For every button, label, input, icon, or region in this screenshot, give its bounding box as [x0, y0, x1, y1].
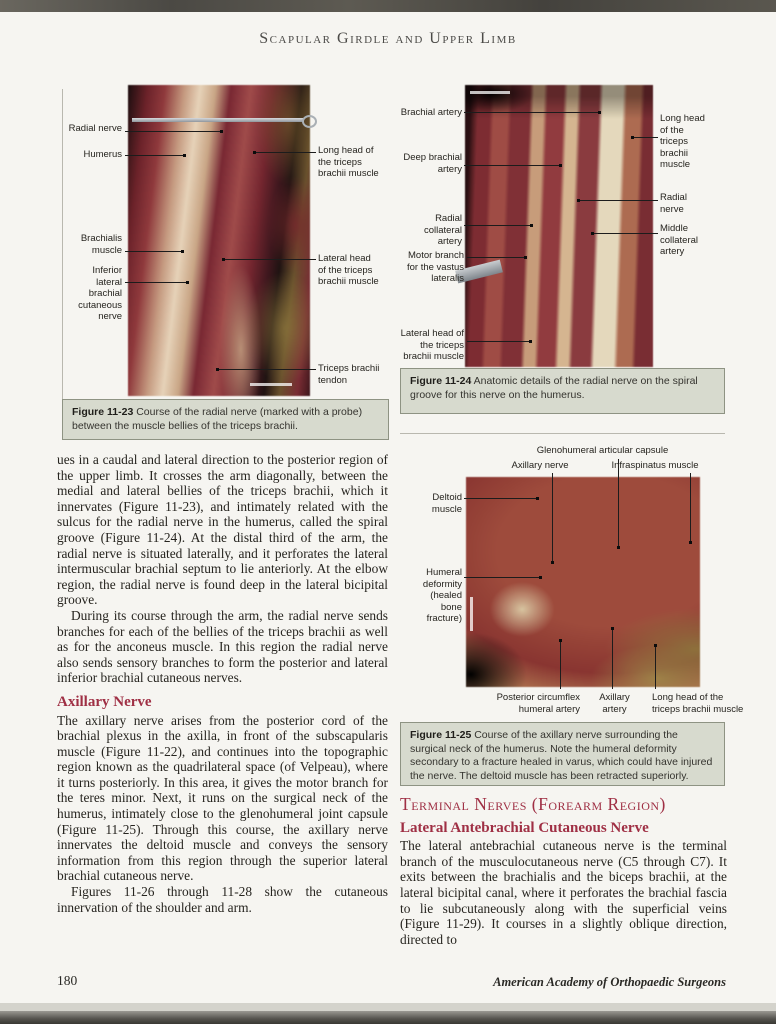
- right-text-column: [400, 794, 727, 947]
- label-humerus: Humerus: [83, 149, 122, 160]
- leader-line: [464, 577, 541, 578]
- leader-line: [618, 459, 619, 548]
- body-paragraph: ues in a caudal and lateral direction to the posterior region of the upper limb. It crosses the arm diagonally, between the medial and lateral bellies of the triceps brachii, which it innervates (Figure 11-23), and intimately related with the sulcus for the radial nerve in the humerus, called the spiral groove (Figure 11-24). At the distal third of the arm, the radial nerve is situated laterally, and it perforates the lateral intermuscular brachial septum to lie anteriorly. At the elbow region, the radial nerve is found deep in the lateral bicipital groove.: [57, 452, 388, 608]
- label-inferior-lateral-brachial-cutaneous-nerve: Inferior lateral brachial cutaneous nerve: [78, 265, 122, 322]
- left-text-column: [57, 452, 388, 915]
- figure-11-25-caption: [400, 722, 725, 786]
- page-number: 180: [57, 973, 78, 988]
- page-header: Scapular Girdle and Upper Limb: [259, 30, 517, 47]
- label-brachialis-muscle: Brachialis muscle: [80, 233, 122, 256]
- scan-edge-bottom: [0, 1011, 776, 1024]
- label-lateral-head-triceps: Lateral head of the triceps brachii muscle: [318, 253, 379, 287]
- caption-label: Figure 11-25: [410, 729, 472, 741]
- heading-axillary-nerve: Axillary Nerve: [57, 693, 152, 710]
- leader-line: [552, 473, 553, 563]
- leader-line: [467, 341, 531, 342]
- leader-line: [464, 225, 532, 226]
- leader-line: [632, 137, 658, 138]
- figure-border-line: [400, 433, 725, 434]
- photo-credit-mark: [250, 383, 292, 386]
- label-long-head-triceps: Long head of the triceps brachii muscle: [660, 113, 705, 170]
- scan-edge-top: [0, 0, 776, 12]
- body-paragraph: During its course through the arm, the radial nerve sends branches for each of the bellies of the triceps brachii as well as for the anconeus muscle. In this region the radial nerve also sends sensory branches to form the posterior and lateral inferior brachial cutaneous nerves.: [57, 607, 388, 686]
- label-infraspinatus-muscle: Infraspinatus muscle: [611, 460, 699, 471]
- figure-11-24: [400, 85, 725, 368]
- label-deep-brachial-artery: Deep brachial artery: [403, 152, 462, 175]
- leader-line: [125, 131, 222, 132]
- leader-line: [125, 282, 188, 283]
- leader-line: [592, 233, 658, 234]
- label-long-head-triceps: Long head of the triceps brachii muscle: [652, 692, 744, 715]
- label-radial-nerve: Radial nerve: [660, 192, 687, 215]
- leader-line: [690, 473, 691, 543]
- caption-label: Figure 11-23: [72, 406, 134, 418]
- leader-line: [578, 200, 658, 201]
- leader-line: [464, 498, 538, 499]
- heading-lateral-antebrachial-cutaneous-nerve: Lateral Antebrachial Cutaneous Nerve: [400, 819, 649, 836]
- leader-line: [612, 628, 613, 689]
- figure-11-25: [400, 437, 744, 720]
- figure-11-23: [62, 85, 390, 445]
- label-radial-nerve: Radial nerve: [68, 123, 122, 134]
- figure-11-23-caption: [62, 399, 389, 440]
- leader-line: [125, 155, 185, 156]
- label-motor-branch-vastus-lateralis: Motor branch for the vastus lateralis: [406, 250, 464, 284]
- leader-line: [655, 645, 656, 689]
- probe: [132, 118, 304, 122]
- leader-line: [125, 251, 183, 252]
- label-brachial-artery: Brachial artery: [400, 107, 462, 118]
- caption-text: Course of the axillary nerve surrounding the surgical neck of the humerus. Note the humeral deformity secondary to a fracture healed in varus, which could have injured the nerve. The deltoid muscle has been retracted superiorly.: [410, 729, 713, 782]
- label-triceps-brachii-tendon: Triceps brachii tendon: [318, 363, 380, 386]
- caption-text: Course of the radial nerve (marked with a probe) between the muscle bellies of the triceps brachii.: [72, 406, 363, 432]
- heading-terminal-nerves: Terminal Nerves (Forearm Region): [400, 794, 666, 814]
- body-paragraph: The lateral antebrachial cutaneous nerve is the terminal branch of the musculocutaneous nerve (C5 through C7). It exits between the brachialis and the biceps brachii, at the lateral bicipital canal, where it perforates the brachial fascia to lie subcutaneously along with the superficial veins (Figure 11-29). It courses in a slightly oblique direction, directed to: [400, 838, 727, 947]
- label-posterior-circumflex-humeral-artery: Posterior circumflex humeral artery: [496, 692, 580, 715]
- label-deltoid-muscle: Deltoid muscle: [431, 492, 462, 515]
- caption-label: Figure 11-24: [410, 375, 472, 387]
- scan-edge-bottom-light: [0, 1003, 776, 1011]
- label-axillary-nerve: Axillary nerve: [511, 460, 569, 471]
- leader-line: [464, 165, 561, 166]
- body-paragraph: The axillary nerve arises from the posterior cord of the brachial plexus in the axilla, in front of the subscapularis muscle (Figure 11-22), and continues into the topographic region known as the quadrilateral space (of Velpeau), where it turns posteriorly. In this area, it gives the motor branch for the teres minor. Next, it runs on the surgical neck of the humerus, intimately close to the glenohumeral joint capsule (Figure 11-25). Through this course, the axillary nerve innervates the deltoid muscle and conveys the sensory information from this region through the superior lateral brachial cutaneous nerve.: [57, 712, 388, 884]
- leader-line: [560, 640, 561, 689]
- figure-11-24-caption: [400, 368, 725, 414]
- body-paragraph: Figures 11-26 through 11-28 show the cutaneous innervation of the shoulder and arm.: [57, 884, 388, 915]
- leader-line: [467, 257, 526, 258]
- label-lateral-head-triceps: Lateral head of the triceps brachii muscle: [400, 328, 464, 362]
- label-humeral-deformity: Humeral deformity (healed bone fracture): [422, 567, 462, 624]
- label-middle-collateral-artery: Middle collateral artery: [660, 223, 699, 257]
- label-axillary-artery: Axillary artery: [599, 692, 630, 715]
- leader-line: [254, 152, 316, 153]
- probe-handle: [302, 115, 317, 128]
- figure-11-24-photo: [465, 85, 653, 367]
- label-radial-collateral-artery: Radial collateral artery: [423, 213, 462, 247]
- label-long-head-triceps: Long head of the triceps brachii muscle: [318, 145, 379, 179]
- leader-line: [217, 369, 316, 370]
- figure-11-25-photo: [466, 477, 700, 687]
- caption-text: Anatomic details of the radial nerve on the spiral groove for this nerve on the humerus.: [410, 375, 698, 401]
- leader-line: [464, 112, 600, 113]
- label-glenohumeral-articular-capsule: Glenohumeral articular capsule: [536, 445, 669, 456]
- footer-credit: American Academy of Orthopaedic Surgeons: [493, 975, 726, 989]
- photo-credit-mark: [470, 597, 473, 631]
- leader-line: [223, 259, 316, 260]
- photo-credit-mark: [470, 91, 510, 94]
